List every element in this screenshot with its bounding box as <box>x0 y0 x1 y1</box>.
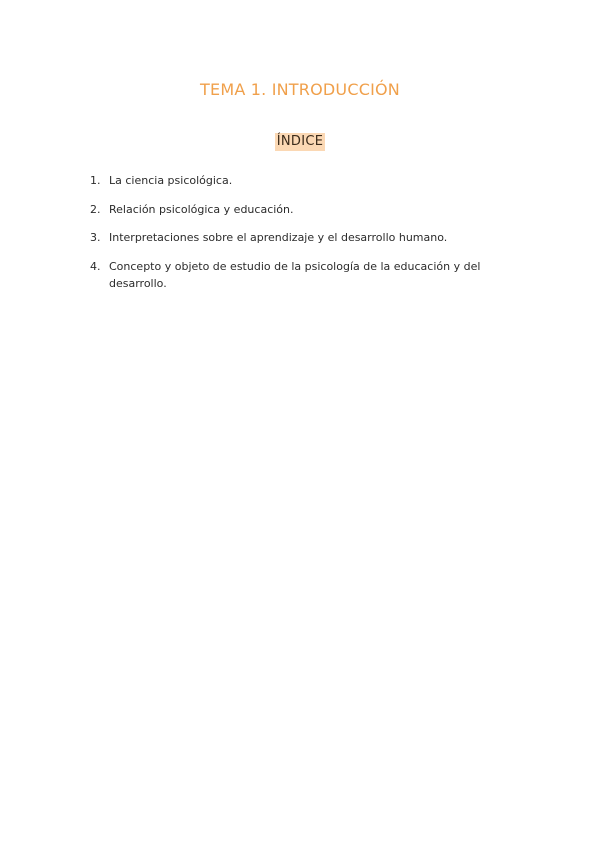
toc-item-text: Relación psicológica y educación. <box>109 202 294 216</box>
document-title: TEMA 1. INTRODUCCIÓN <box>200 80 400 99</box>
toc-item <box>90 258 510 293</box>
index-heading: ÍNDICE <box>276 134 324 149</box>
table-of-contents <box>90 172 510 304</box>
toc-item-text: Interpretaciones sobre el aprendizaje y el desarrollo humano. <box>109 231 448 244</box>
index-heading-container <box>0 130 600 151</box>
toc-item-text: Concepto y objeto de estudio de la psicología de la educación y del desarrollo. <box>109 259 481 290</box>
toc-item <box>90 201 510 219</box>
toc-item-number: 2. <box>90 202 101 216</box>
toc-item-number: 1. <box>90 174 101 187</box>
toc-item <box>90 229 510 247</box>
toc-item-text: La ciencia psicológica. <box>109 174 233 187</box>
toc-item-number: 4. <box>90 259 101 273</box>
toc-item-number: 3. <box>90 231 101 244</box>
toc-item <box>90 172 510 190</box>
